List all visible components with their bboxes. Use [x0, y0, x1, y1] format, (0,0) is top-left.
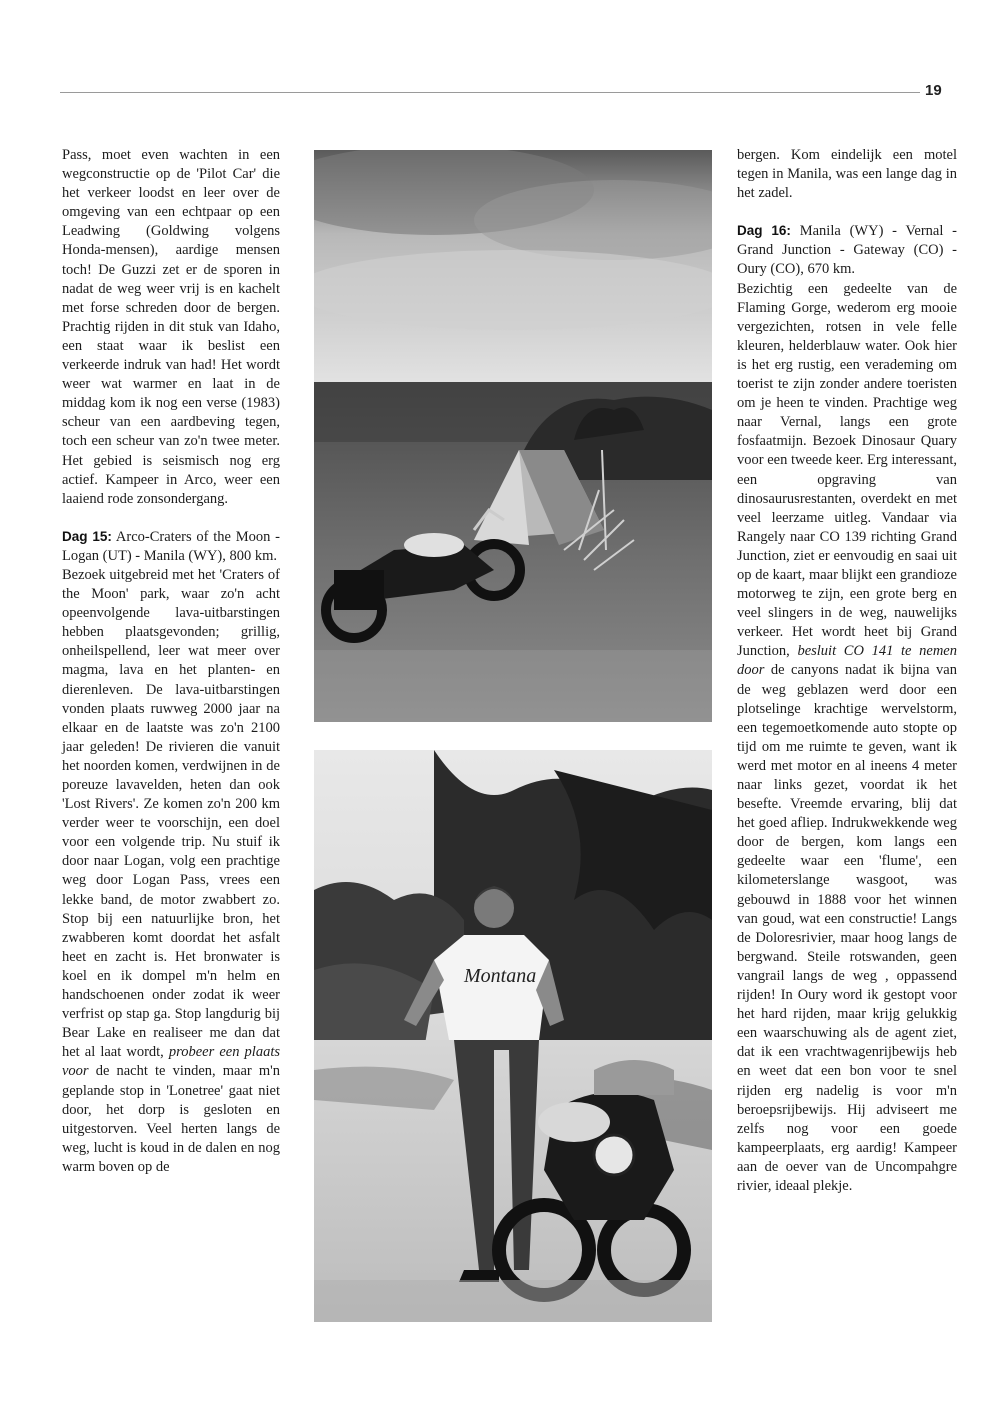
right-paragraph-2-part-a: Bezichtig een gedeelte van de Flaming Gorge, wederom erg mooie vergezichten, rotsen in vele felle kleuren, helderblauw water. Ook hier is het erg rustig, een verademing om toerist te zijn zonder andere toeristen om je heen te vinden. Prachtige weg naar Vernal, langs een grote fosfaatmijn. Bezoek Dinosaur Quary voor een tweede keer. Erg interessant, een opgraving van dinosaurusrestanten, overdekt en met veel leerzame uitleg. Vandaar via Rangely naar CO 139 richting Grand Junction, ziet er eenvoudig en saai uit op de kaart, maar blijkt een grandioze motorweg te zijn, een grote berg en veel slingers in de weg, nauwelijks verkeer. Het wordt heet bij Grand Junction,: [737, 280, 957, 660]
rider-photo-icon: [314, 750, 712, 1322]
right-paragraph-1: bergen. Kom eindelijk een motel tegen in Manila, was een lange dag in het zadel.: [737, 147, 957, 202]
right-paragraph-2: [737, 280, 957, 1197]
day16-route: Manila (WY) - Vernal - Grand Junction - Gateway (CO) - Oury (CO), 670 km.: [737, 223, 957, 278]
right-column: [737, 146, 957, 1196]
photo-rider-with-motorcycle: [314, 750, 712, 1322]
shirt-text: Montana: [464, 965, 537, 987]
day15-label: Dag 15:: [62, 528, 112, 544]
page-number: 19: [925, 82, 942, 99]
day16-label: Dag 16:: [737, 223, 791, 239]
left-paragraph-2-part-a: Bezoek uitgebreid met het 'Craters of the Moon' park, waar zo'n acht opeenvolgende lava-uitbarstingen hebben plaatsgevonden; grillig, onheilspellend, leer wat meer over magma, lava en het planten- en dierenleven. De lava-uitbarstingen vonden plaats ruwweg 2000 jaar na elkaar en de laatste was zo'n 2100 jaar geleden! De rivieren die vanuit het noorden komen, verdwijnen in de poreuze lavavelden, heten dan ook 'Lost Rivers'. Ze komen zo'n 200 km verder weer te voorschijn, een doel voor een volgende trip. Nu stuif ik door naar Logan, volg een prachtige weg door Logan Pass, vrees een lekke band, de motor zwabbert zo. Stop bij een natuurlijke bron, het zwabberen komt doordat het asfalt heet en zacht is. Het bronwater is koel en ik dompel m'n helm en handschoenen onder zodat ik weer verfrist op stap ga. Stop langdurig bij Bear Lake en realiseer me dan dat het al laat wordt,: [62, 566, 280, 1061]
left-paragraph-2-italic: probeer een plaats voor: [62, 1044, 280, 1080]
day15-route: Arco-Craters of the Moon - Logan (UT) - Manila (WY), 800 km.: [62, 528, 280, 564]
day16-heading: [737, 221, 957, 279]
day15-heading: [62, 527, 280, 566]
right-paragraph-2-italic: besluit CO 141 te nemen door: [737, 643, 957, 679]
photo-camp-motorcycle-tent: [314, 150, 712, 722]
left-paragraph-1: Pass, moet even wachten in een wegconstructie op de 'Pilot Car' die het verkeer loodst en leer over de omgeving van een echtpaar op een Leadwing (Goldwing volgens Honda-mensen), aardige mensen toch! De Guzzi zet er de sporen in nadat de weg weer vrij is en kachelt met forse schreden door de bergen. Prachtig rijden in dit stuk van Idaho, een staat waar ik beslist een verkeerde indruk van had! Het wordt weer wat warmer en laat in de middag kom ik nog een verse (1983) scheur van een aardbeving tegen, toch een scheur van zo'n twee meter. Het gebied is seismisch nog erg actief. Kampeer in Arco, weer een laaiend rode zonsondergang.: [62, 147, 280, 507]
left-paragraph-2: [62, 566, 280, 1177]
header-rule: [60, 92, 920, 93]
right-paragraph-2-part-b: de canyons nadat ik bijna van de weg geblazen werd door een plotselinge krachtige wervelstorm, een tegemoetkomende auto stopte op tijd om me ruimte te geven, want ik werd met motor en al ineens 4 meter naar links gezet, voordat ik het besefte. Vreemde ervaring, blij dat het goed afliep. Indrukwekkende weg door de bergen, kom langs een gedeelte waar een 'flume', een kilometerslange wasgoot, was gebouwd in 1888 voor het winnen van goud, wat een constructie! Langs de Doloresrivier, maar hoog langs de bergwand. Steile rotswanden, geen vangrail langs de weg , oppassend rijden! In Oury word ik gestopt voor het hard rijden, maar krijg gelukkig een waarschuwing als de agent ziet, dat ik een vrachtwagenrijbewijs heb en weet dat een bon voor te snel rijden erg nadelig is voor m'n beroepsrijbewijs. Hij adviseert me zelfs nog voor een goede kampeerplaats, erg aardig! Kampeer aan de oever van de Uncompahgre rivier, ideaal plekje.: [737, 662, 957, 1194]
left-paragraph-2-part-b: de nacht te vinden, maar m'n geplande stop in 'Lonetree' gaat niet door, het dorp is gesloten en uitgestorven. Veel herten langs de weg, lucht is koud in de dalen en nog warm boven op de: [62, 1063, 280, 1175]
left-column: [62, 146, 280, 1177]
camp-photo-icon: [314, 150, 712, 722]
